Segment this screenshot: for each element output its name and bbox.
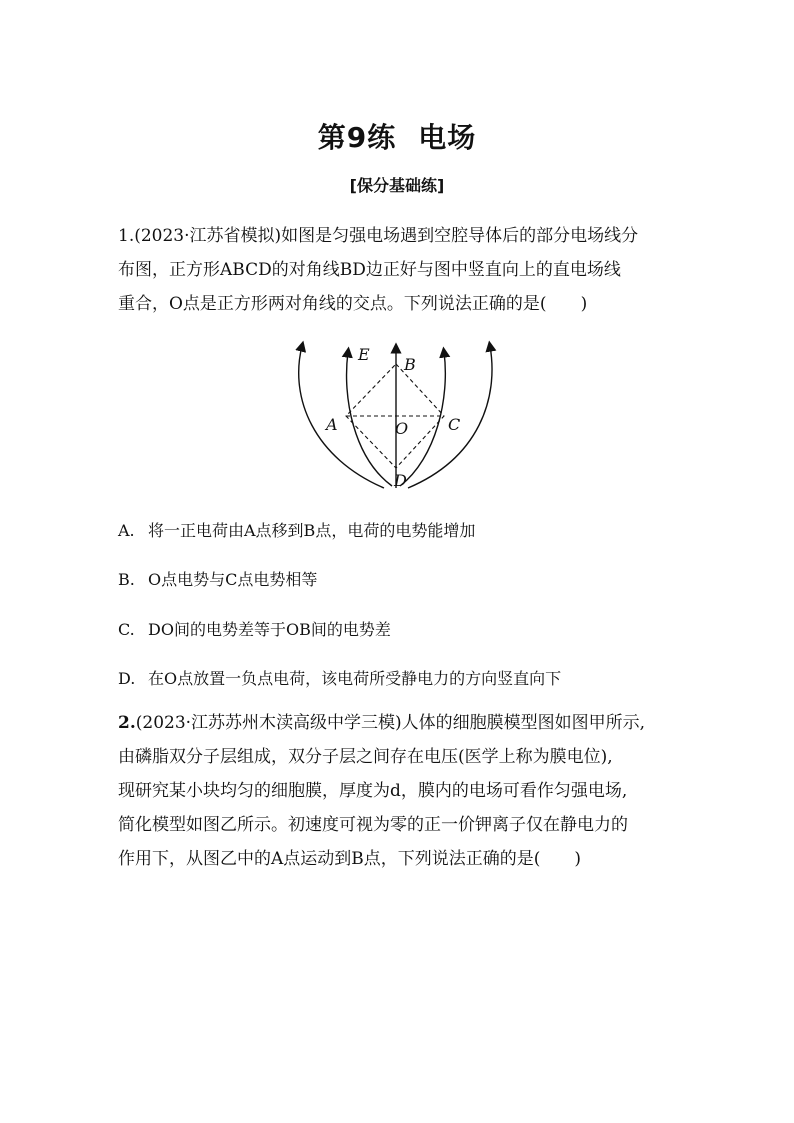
label-c: C	[448, 415, 461, 434]
label-e: E	[358, 345, 370, 364]
question-2-line-text: (2023·江苏苏州木渎高级中学三模)人体的细胞膜模型图如图甲所示,	[135, 713, 646, 733]
label-b: B	[404, 355, 416, 374]
electric-field-figure	[294, 338, 504, 494]
page-title	[0, 116, 794, 156]
field-diagram-svg	[294, 338, 504, 494]
option-label: A.	[118, 521, 135, 540]
title-part1: 第9练	[317, 121, 397, 154]
question-2-line: 作用下，从图乙中的A点运动到B点，下列说法正确的是( )	[118, 849, 582, 869]
question-1-line: 布图，正方形ABCD的对角线BD边正好与图中竖直向上的直电场线	[118, 260, 621, 280]
option-text: DO间的电势差等于OB间的电势差	[148, 620, 391, 639]
option-text: O点电势与C点电势相等	[148, 570, 318, 589]
question-1-stem	[118, 219, 678, 321]
option-label: C.	[118, 620, 135, 639]
option-b	[118, 567, 317, 590]
question-2-number: 2.	[118, 713, 136, 733]
question-2-line: 简化模型如图乙所示。初速度可视为零的正一价钾离子仅在静电力的	[118, 815, 628, 835]
question-2-line: 由磷脂双分子层组成，双分子层之间存在电压(医学上称为膜电位),	[118, 747, 613, 767]
option-text: 在O点放置一负点电荷，该电荷所受静电力的方向竖直向下	[148, 669, 562, 688]
label-d: D	[394, 471, 407, 490]
section-subtitle: [保分基础练]	[349, 176, 445, 195]
option-label: D.	[118, 669, 136, 688]
question-2-line	[118, 706, 678, 740]
question-1-line: 重合，O点是正方形两对角线的交点。下列说法正确的是( )	[118, 294, 588, 314]
option-text: 将一正电荷由A点移到B点，电荷的电势能增加	[148, 521, 476, 540]
question-2-line: 现研究某小块均匀的细胞膜，厚度为d，膜内的电场可看作匀强电场,	[118, 781, 628, 801]
question-2-stem	[118, 706, 678, 876]
field-line-inner-left	[347, 352, 392, 486]
title-part2: 电场	[418, 121, 477, 154]
option-c	[118, 617, 391, 640]
question-1-line: 1.(2023·江苏省模拟)如图是匀强电场遇到空腔导体后的部分电场线分	[118, 226, 639, 246]
field-line-outer-left	[299, 346, 384, 488]
label-o: O	[395, 419, 409, 438]
option-d	[118, 666, 561, 689]
option-a	[118, 518, 475, 541]
label-a: A	[326, 415, 338, 434]
option-label: B.	[118, 570, 135, 589]
